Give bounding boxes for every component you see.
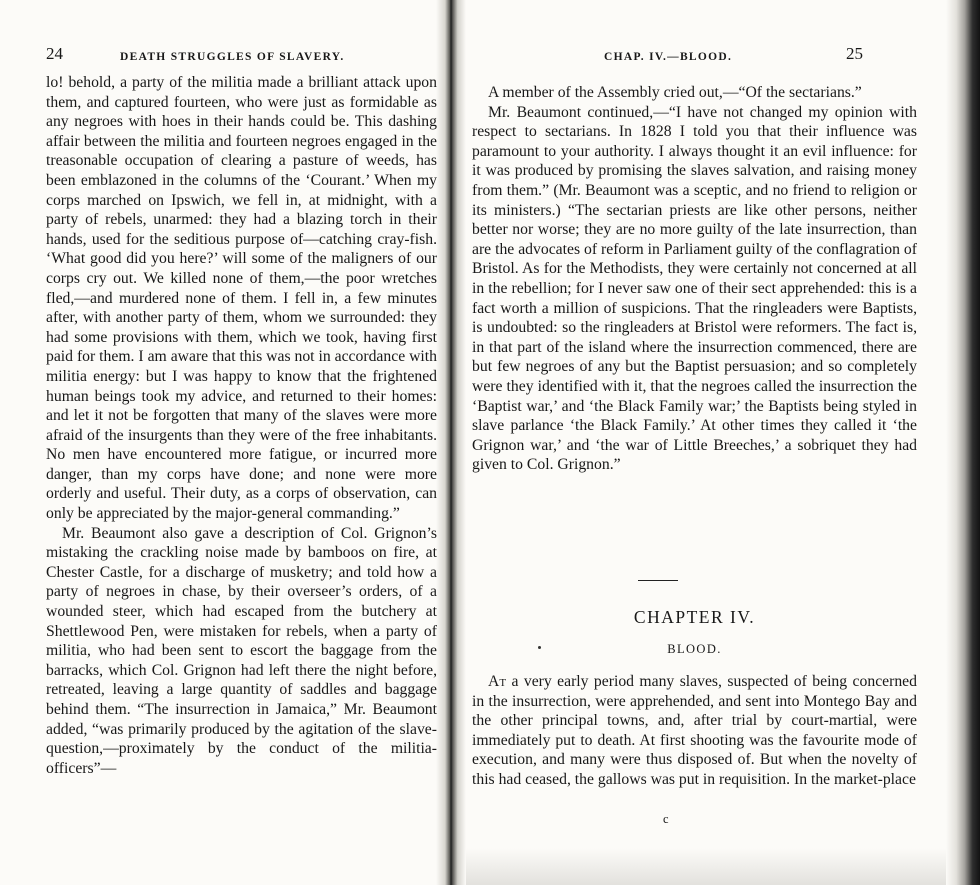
signature-mark: c — [663, 812, 669, 826]
left-paragraph-1: lo! behold, a party of the militia made a brilliant attack upon them, and captured fourteen, who were just as formidable as any negroes with hoes in their hands could be. This dashing affair between the militia and fourteen negroes engaged in the treasonable occupation of clearing a pasture of weeds, has been emblazoned in the columns of the ‘Courant.’ When my corps marched on Ipswich, we fell in, at midnight, with a party of rebels, unarmed: they had a blazing torch in their hands, used for the seditious purpose of—catching cray-fish. ‘What good did you here?’ will some of the maligners of our corps cry out. We killed none of them,—the poor wretches fled,—and murdered none of them. I fell in, a few minutes after, with another party of them, whom we surrounded: they had some provisions with them, which we took, having first paid for them. I am aware that this was not in accordance with militia energy: but I was happy to know that the frightened human beings took my advice, and returned to their homes: and let it not be forgotten that many of the slaves were more afraid of the insurgents than they were of the free inhabitants. No men have encountered more fatigue, or incurred more danger, than my corps have done; and none were more orderly and useful. Their duty, as a corps of observation, can only be appreciated by the major-general commanding.” — [46, 74, 437, 523]
left-page — [0, 0, 452, 885]
chapter-paragraph-text: a very early period many slaves, suspected of being concerned in the insurrection, were apprehended, and sent into Montego Bay and the other principal towns, and, after trial by court-martial, were immediately put to death. At first shooting was the favourite mode of execution, and many were thus disposed of. But when the novelty of this had ceased, the gallows was put in requisition. In the market-place — [472, 673, 917, 788]
page-number-left: 24 — [46, 44, 63, 63]
left-paragraph-2: Mr. Beaumont also gave a description of Col. Grignon’s mistaking the crackling noise made by bamboos on fire, at Chester Castle, for a discharge of musketry; and told how a party of negroes in chase, by their overseer’s orders, of a wounded steer, which had escaped from the butchery at Shettlewood Pen, were mistaken for rebels, when a party of militia, who had been sent to escort the baggage from the barracks, which Col. Grignon had left there the night before, retreated, leaving a large quantity of saddles and baggage behind them. “The insurrection in Jamaica,” Mr. Beaumont added, “was primarily produced by the agitation of the slave-question,—proximately by the conduct of the militia-officers”— — [46, 524, 437, 777]
right-paragraph-2: Mr. Beaumont continued,—“I have not changed my opinion with respect to sectarians. In 1828 I told you that their influence was paramount to your authority. I always thought it an evil influence: for it was produced by promising the slaves salvation, and raising money from them.” (Mr. Beaumont was a sceptic, and no friend to religion or its ministers.) “The sectarian priests are like other persons, neither better nor worse; they are no more guilty of the late insurrection, than are the advocates of reform in Parliament guilty of the conflagration of Bristol. As for the Methodists, they were certainly not concerned at all in the rebellion; for I never saw one of their sect apprehended: this is a fact worth a million of suspicions. That the ringleaders were Baptists, is undoubted: so the ringleaders at Bristol were reformers. The fact is, in that part of the island where the insurrection commenced, there are but few negroes of any but the Baptist persuasion; and so completely were they identified with it, that the negroes called the insurrection the ‘Baptist war,’ and ‘the Black Family war;’ the Baptists being styled in slave parlance ‘the Black Family.’ At other times they called it ‘the Grignon war,’ and ‘the war of Little Breeches,’ a sobriquet they had given to Col. Grignon.” — [472, 103, 917, 474]
chapter-subtitle: BLOOD. — [667, 642, 722, 656]
running-title-right: CHAP. IV.—BLOOD. — [604, 51, 733, 63]
section-rule — [638, 580, 678, 581]
right-paragraph-1: A member of the Assembly cried out,—“Of the sectarians.” — [488, 84, 862, 101]
left-text-block — [46, 73, 437, 778]
chapter-paragraph — [472, 672, 917, 790]
right-page — [458, 0, 980, 885]
chapter-text-block — [472, 672, 917, 790]
right-text-block — [472, 83, 917, 475]
chapter-dropcap: At — [488, 673, 507, 690]
running-title-left: DEATH STRUGGLES OF SLAVERY. — [120, 51, 345, 63]
chapter-heading: CHAPTER IV. — [633, 607, 756, 627]
page-number-right: 25 — [846, 44, 863, 63]
